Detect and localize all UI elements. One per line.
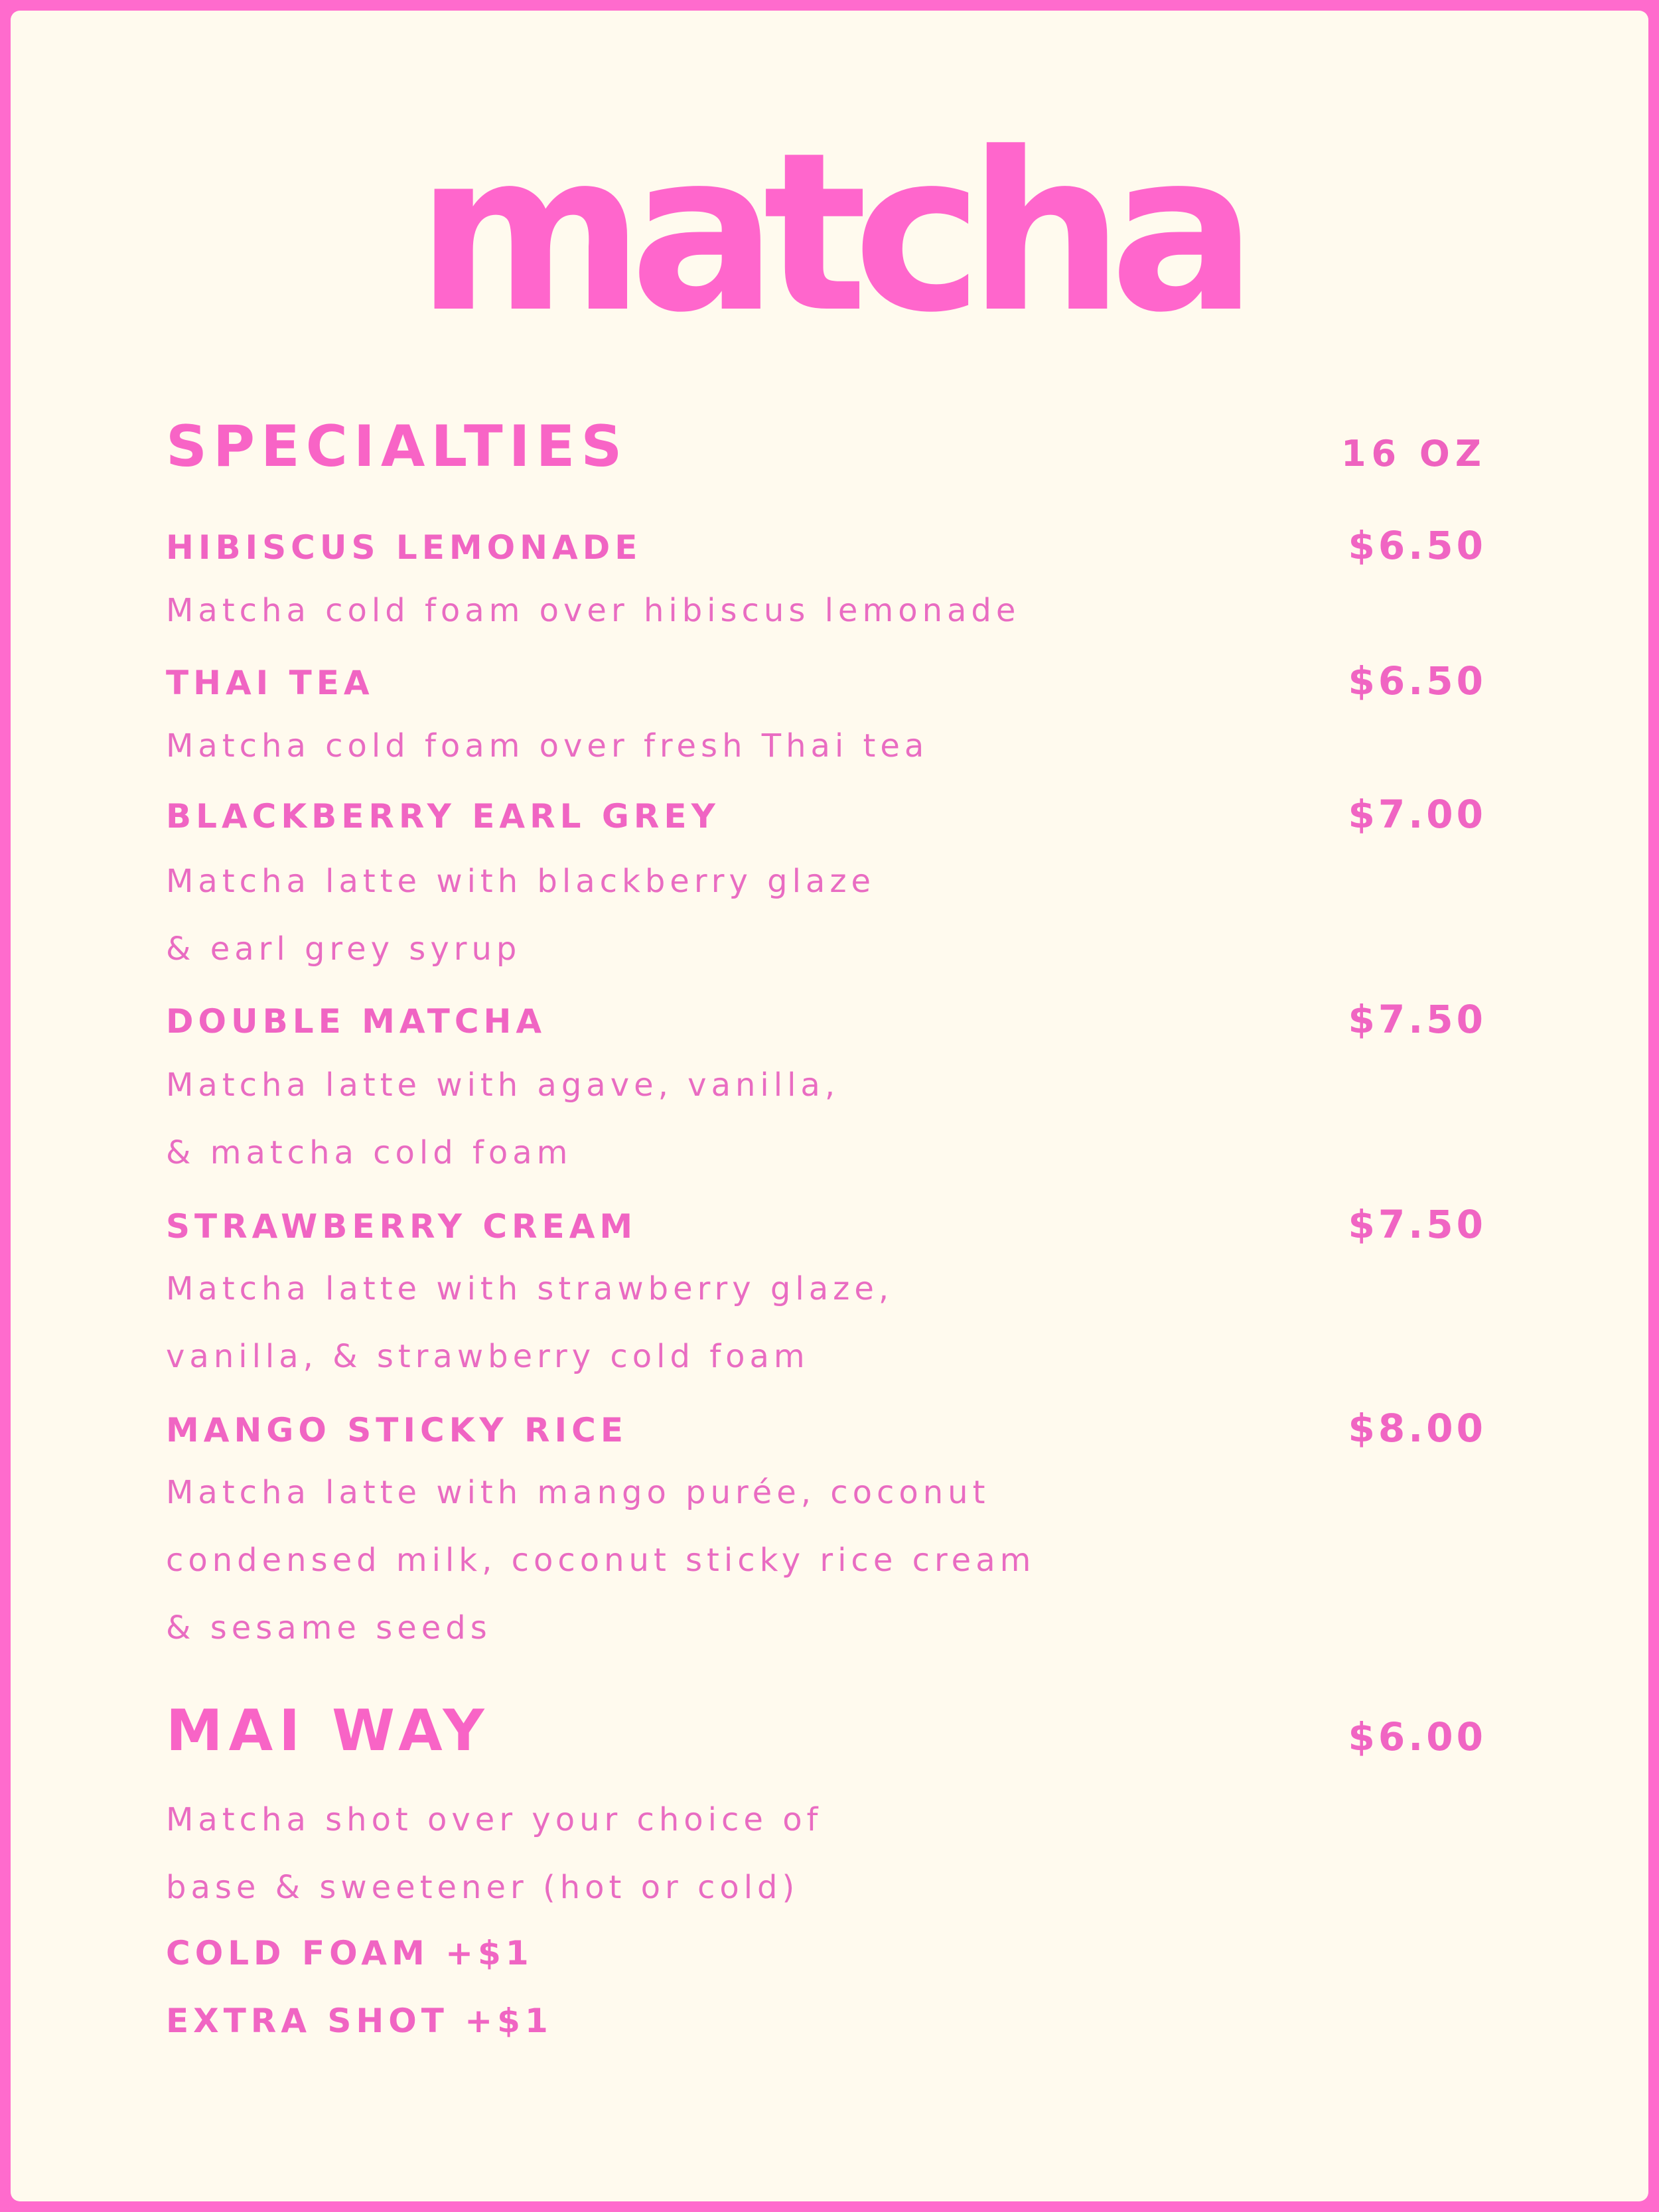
item-price: $7.00: [1348, 792, 1486, 837]
item-price: $6.50: [1348, 523, 1486, 568]
cup-size-label: 16 OZ: [1340, 433, 1486, 475]
item-price: $8.00: [1348, 1406, 1486, 1451]
menu-item-mango-sticky-rice: [166, 1406, 1486, 1451]
item-price: $7.50: [1348, 997, 1486, 1042]
menu-item-hibiscus-lemonade: [166, 523, 1486, 568]
item-name: MANGO STICKY RICE: [166, 1411, 628, 1449]
item-description: & earl grey syrup: [166, 930, 522, 968]
item-description: Matcha latte with mango purée, coconut: [166, 1474, 990, 1511]
item-description: Matcha cold foam over fresh Thai tea: [166, 727, 929, 765]
item-description: & matcha cold foam: [166, 1134, 573, 1171]
mai-way-description: Matcha shot over your choice of: [166, 1801, 823, 1838]
mai-way-header: [166, 1698, 1486, 1764]
addon-extra-shot: EXTRA SHOT +$1: [166, 2002, 553, 2040]
item-description: Matcha cold foam over hibiscus lemonade: [166, 592, 1021, 629]
item-description: Matcha latte with blackberry glaze: [166, 863, 876, 900]
item-price: $6.50: [1348, 658, 1486, 703]
mai-way-title: MAI WAY: [166, 1698, 490, 1764]
item-price: $7.50: [1348, 1202, 1486, 1247]
menu-logo: matcha: [416, 106, 1243, 360]
menu-item-strawberry-cream: [166, 1202, 1486, 1247]
item-description: condensed milk, coconut sticky rice cream: [166, 1542, 1036, 1579]
item-description: vanilla, & strawberry cold foam: [166, 1338, 810, 1375]
item-name: HIBISCUS LEMONADE: [166, 528, 642, 567]
specialties-title: SPECIALTIES: [166, 413, 628, 480]
item-description: Matcha latte with strawberry glaze,: [166, 1270, 894, 1307]
item-name: BLACKBERRY EARL GREY: [166, 797, 720, 836]
menu-item-double-matcha: [166, 997, 1486, 1042]
item-description: & sesame seeds: [166, 1609, 492, 1647]
mai-way-description: base & sweetener (hot or cold): [166, 1869, 800, 1906]
menu-card: [11, 11, 1648, 2201]
item-name: THAI TEA: [166, 664, 374, 702]
menu-item-blackberry-earl-grey: [166, 792, 1486, 837]
specialties-header: [166, 413, 1486, 480]
item-name: STRAWBERRY CREAM: [166, 1207, 638, 1246]
item-description: Matcha latte with agave, vanilla,: [166, 1067, 840, 1104]
item-name: DOUBLE MATCHA: [166, 1002, 547, 1041]
addon-cold-foam: COLD FOAM +$1: [166, 1934, 534, 1972]
menu-item-thai-tea: [166, 658, 1486, 703]
mai-way-price: $6.00: [1348, 1714, 1486, 1759]
